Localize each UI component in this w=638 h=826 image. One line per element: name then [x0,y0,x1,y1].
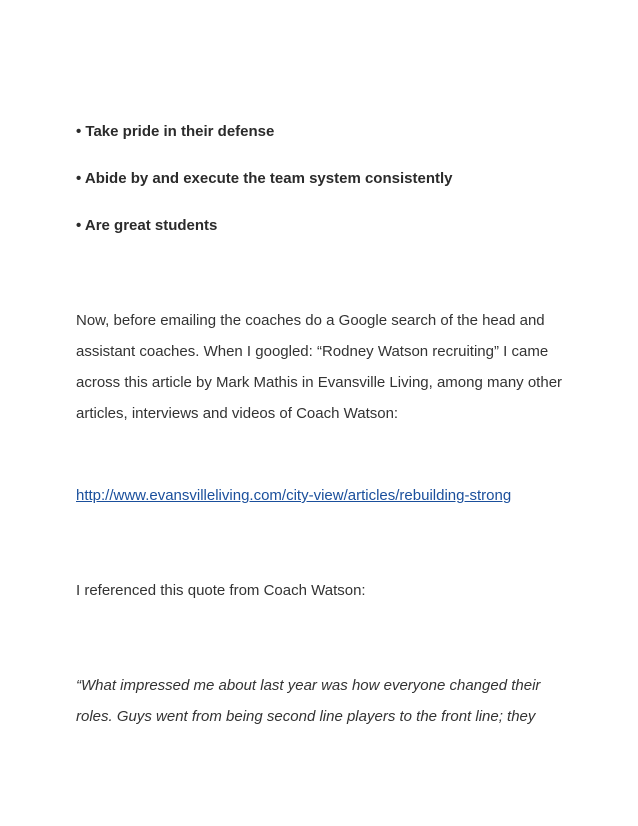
bullet-item: • Abide by and execute the team system consistently [76,170,453,187]
quote-line: roles. Guys went from being second line players to the front line; they [76,708,536,725]
paragraph-line: across this article by Mark Mathis in Evansville Living, among many other [76,374,563,391]
quote-line: “What impressed me about last year was how everyone changed their [76,677,541,694]
bullet-item: • Take pride in their defense [76,123,275,140]
article-link[interactable]: http://www.evansvilleliving.com/city-view/articles/rebuilding-strong [76,487,512,504]
bullet-item: • Are great students [76,217,218,234]
paragraph-line: Now, before emailing the coaches do a Google search of the head and [76,312,545,329]
paragraph-line: assistant coaches. When I googled: “Rodney Watson recruiting” I came [76,343,549,360]
article-link-line [76,487,511,505]
paragraph-line: articles, interviews and videos of Coach Watson: [76,405,399,422]
reference-line: I referenced this quote from Coach Watson: [76,582,366,599]
